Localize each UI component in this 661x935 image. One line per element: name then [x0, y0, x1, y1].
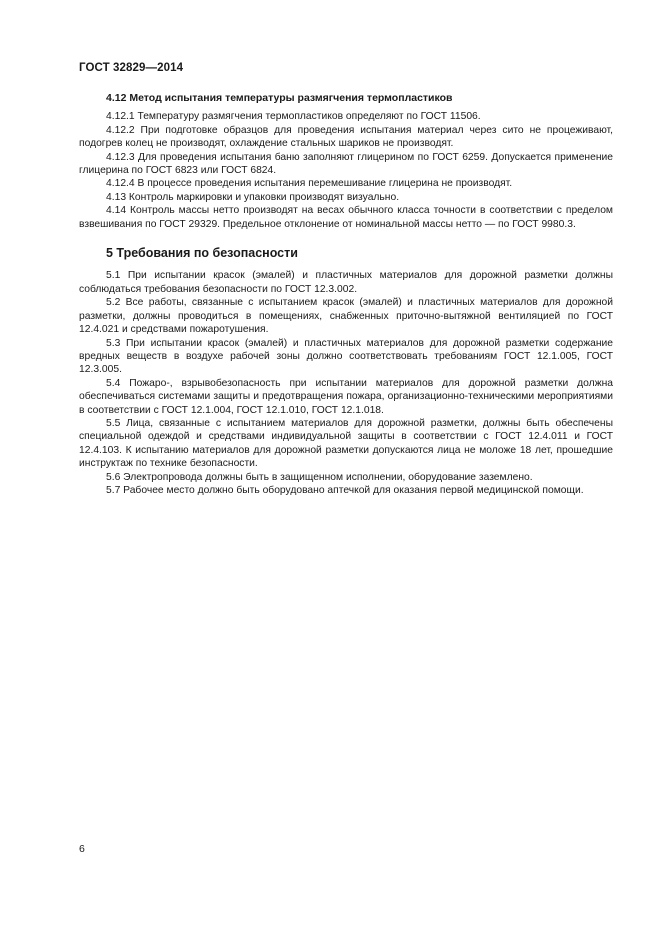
document-header: ГОСТ 32829—2014	[79, 62, 184, 74]
paragraph-4-12-2: 4.12.2 При подготовке образцов для проведения испытания материал через сито не процеживают, подогрев колец не производят, охлаждение стальных шариков не производят.	[79, 124, 613, 150]
paragraph-4-12-4: 4.12.4 В процессе проведения испытания перемешивание глицерина не производят.	[106, 178, 513, 190]
document-body	[79, 92, 613, 497]
paragraph-5-2: 5.2 Все работы, связанные с испытанием красок (эмалей) и пластичных материалов для дорожной разметки, должны проводиться в помещениях, снабженных приточно-вытяжной вентиляцией по ГОСТ 12.4.021 и средствами пожаротушения.	[79, 297, 613, 336]
paragraph-4-12-3: 4.12.3 Для проведения испытания баню заполняют глицерином по ГОСТ 6259. Допускается применение глицерина по ГОСТ 6823 или ГОСТ 6824.	[79, 151, 613, 177]
subsection-title-4-12: 4.12 Метод испытания температуры размягчения термопластиков	[106, 92, 453, 104]
paragraph-5-5: 5.5 Лица, связанные с испытанием материалов для дорожной разметки, должны быть обеспечены специальной одеждой и средствами индивидуальной защиты в соответствии с ГОСТ 12.4.011 и ГОСТ 12.4.103. К испытанию материалов для дорожной разметки допускаются лица не моложе 18 лет, прошедшие инструктаж по технике безопасности.	[79, 417, 613, 470]
paragraph-5-1: 5.1 При испытании красок (эмалей) и пластичных материалов для дорожной разметки должны соблюдаться требования безопасности по ГОСТ 12.3.002.	[79, 270, 613, 295]
paragraph-5-3: 5.3 При испытании красок (эмалей) и пластичных материалов для дорожной разметки содержание вредных веществ в воздухе рабочей зоны должно соответствовать требованиям ГОСТ 12.1.005, ГОСТ 12.3.005.	[79, 337, 613, 376]
paragraph-5-6: 5.6 Электропровода должны быть в защищенном исполнении, оборудование заземлено.	[106, 471, 533, 483]
paragraph-5-4: 5.4 Пожаро-, взрывобезопасность при испытании материалов для дорожной разметки должна обеспечиваться системами защиты и предотвращения пожара, организационно-техническими мероприятиями в соответствии с ГОСТ 12.1.004, ГОСТ 12.1.010, ГОСТ 12.1.018.	[79, 377, 613, 416]
paragraph-4-14: 4.14 Контроль массы нетто производят на весах обычного класса точности в соответствии с пределом взвешивания по ГОСТ 29329. Предельное отклонение от номинальной массы нетто — по ГОСТ 9980.3.	[79, 205, 613, 230]
paragraph-5-7: 5.7 Рабочее место должно быть оборудовано аптечкой для оказания первой медицинской помощи.	[106, 484, 584, 496]
paragraph-4-13: 4.13 Контроль маркировки и упаковки производят визуально.	[106, 191, 400, 203]
page-number: 6	[79, 843, 85, 855]
section-title-5: 5 Требования по безопасности	[106, 246, 298, 261]
paragraph-4-12-1: 4.12.1 Температуру размягчения термопластиков определяют по ГОСТ 11506.	[106, 111, 481, 123]
